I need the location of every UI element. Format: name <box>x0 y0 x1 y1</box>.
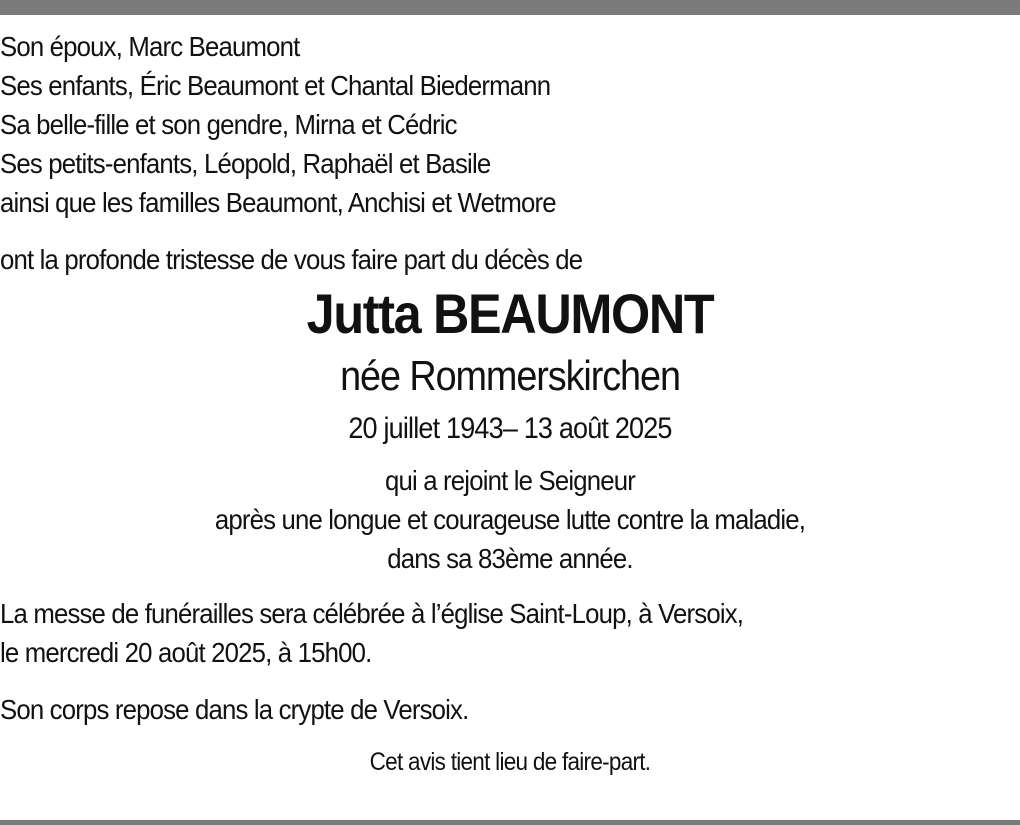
funeral-info <box>0 594 1020 672</box>
obituary-notice <box>0 27 1020 779</box>
announcement: ont la profonde tristesse de vous faire part du décès de <box>0 244 583 275</box>
notice-footer: Cet avis tient lieu de faire-part. <box>369 748 651 776</box>
tribute-line-1: qui a rejoint le Seigneur <box>385 465 635 496</box>
tribute-line-3: dans sa 83ème année. <box>387 543 633 574</box>
tribute-block <box>0 461 1020 578</box>
deceased-block <box>0 283 1020 578</box>
family-line-grandchildren: Ses petits-enfants, Léopold, Raphaël et Basile <box>0 148 491 179</box>
family-list <box>0 27 1020 222</box>
family-line-children: Ses enfants, Éric Beaumont et Chantal Biedermann <box>0 70 551 101</box>
tribute-line-2: après une longue et courageuse lutte contre la maladie, <box>214 504 806 535</box>
deceased-name: Jutta BEAUMONT <box>306 282 714 345</box>
funeral-line-1: La messe de funérailles sera célébrée à l’église Saint-Loup, à Versoix, <box>0 598 744 629</box>
bottom-rule <box>0 820 1020 825</box>
maiden-name: née Rommerskirchen <box>340 352 680 399</box>
life-dates: 20 juillet 1943– 13 août 2025 <box>348 412 672 445</box>
rest-place: Son corps repose dans la crypte de Versoix. <box>0 694 469 725</box>
top-rule <box>0 0 1020 15</box>
funeral-line-2: le mercredi 20 août 2025, à 15h00. <box>0 637 372 668</box>
family-line-spouse: Son époux, Marc Beaumont <box>0 31 300 62</box>
family-line-in-laws: Sa belle-fille et son gendre, Mirna et Cédric <box>0 109 457 140</box>
family-line-families: ainsi que les familles Beaumont, Anchisi et Wetmore <box>0 187 556 218</box>
